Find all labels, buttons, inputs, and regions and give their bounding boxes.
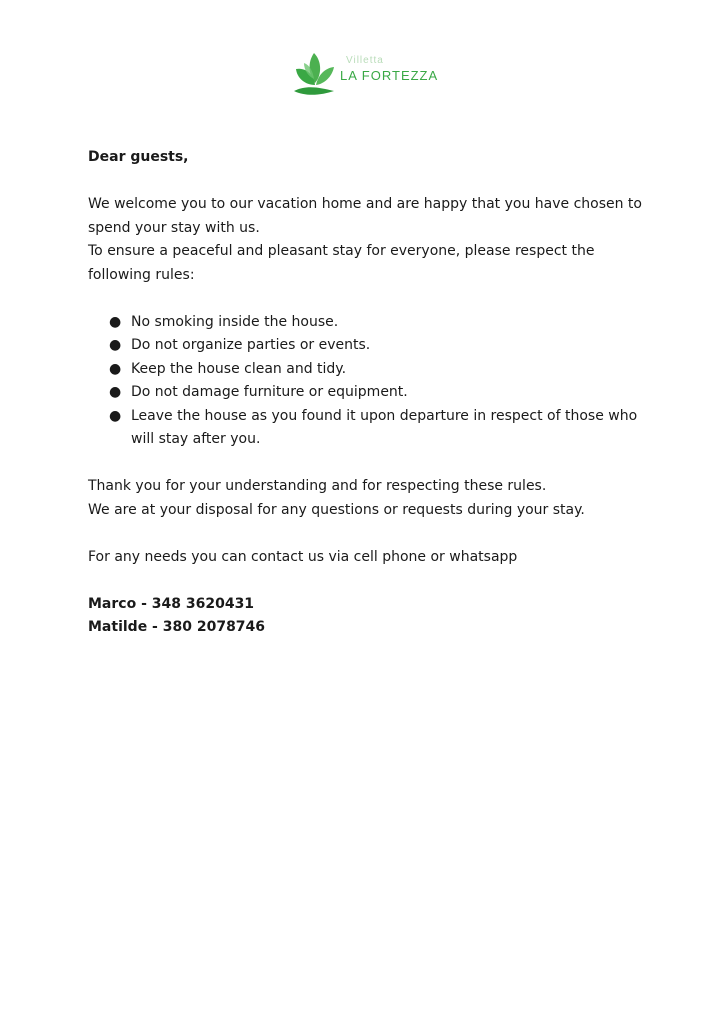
logo-title: LA FORTEZZA xyxy=(340,68,439,83)
contact-intro: For any needs you can contact us via cell phone or whatsapp xyxy=(88,548,518,565)
rule-text: Do not organize parties or events. xyxy=(131,337,371,353)
list-item xyxy=(88,311,648,335)
list-item xyxy=(88,334,648,358)
bullet-icon: ● xyxy=(109,407,122,424)
logo-small-text: Villetta xyxy=(346,55,384,66)
bullet-icon: ● xyxy=(109,384,122,400)
contact-matilde: Matilde - 380 2078746 xyxy=(88,619,266,635)
rule-text: Keep the house clean and tidy. xyxy=(131,360,347,377)
list-item xyxy=(88,405,648,452)
thanks-line-2: We are at your disposal for any questions or requests during your stay. xyxy=(88,501,585,518)
list-item xyxy=(88,381,648,405)
intro-paragraph: We welcome you to our vacation home and are happy that you have chosen to spend your stay with us. xyxy=(88,196,642,236)
letter-body xyxy=(88,146,648,640)
brand-logo xyxy=(288,45,438,105)
intro-paragraph-2: To ensure a peaceful and pleasant stay for everyone, please respect the following rules: xyxy=(88,243,595,283)
rule-text: No smoking inside the house. xyxy=(131,313,339,330)
bullet-icon: ● xyxy=(109,337,122,353)
bullet-icon: ● xyxy=(109,313,122,330)
leaf-icon xyxy=(288,45,344,101)
bullet-icon: ● xyxy=(109,360,122,377)
greeting: Dear guests, xyxy=(88,149,189,165)
rules-list xyxy=(88,311,648,452)
rule-text: Do not damage furniture or equipment. xyxy=(131,384,408,400)
list-item xyxy=(88,358,648,382)
rule-text: Leave the house as you found it upon departure in respect of those who will stay after you. xyxy=(131,407,638,447)
contact-marco: Marco - 348 3620431 xyxy=(88,595,255,612)
thanks-line: Thank you for your understanding and for respecting these rules. xyxy=(88,478,547,494)
